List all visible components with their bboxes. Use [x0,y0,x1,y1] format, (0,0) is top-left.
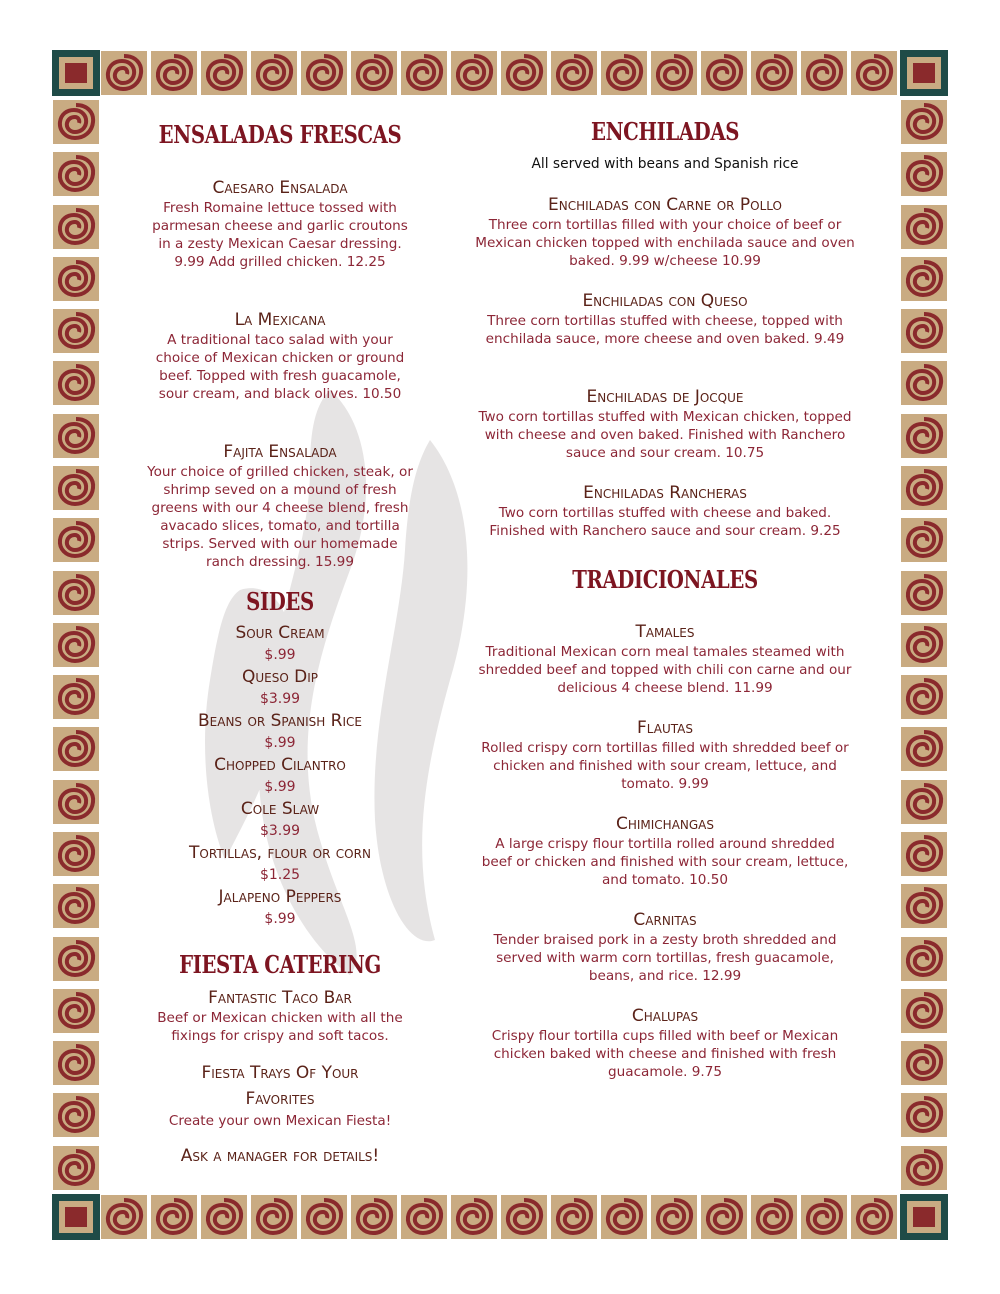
rose-tile-icon [900,1092,948,1138]
rose-tile-icon [500,1194,548,1240]
rose-tile-icon [350,50,398,96]
item-description: Crispy flour tortilla cups filled with beef or Mexican chicken baked with cheese and finished with fresh guacamole. 9.75 [491,1028,839,1080]
menu-item [465,909,865,985]
item-price: $.99 [264,911,296,927]
section-note: All served with beans and Spanish rice [531,156,799,172]
rose-tile-icon [52,1092,100,1138]
side-item [110,798,450,842]
item-name: La Mexicana [234,310,326,330]
rose-tile-icon [750,1194,798,1240]
item-name: Sour Cream [235,623,325,643]
menu-item [465,194,865,270]
item-name: Jalapeno Peppers [218,887,342,907]
side-item [110,666,450,710]
item-description: Your choice of grilled chicken, steak, or shrimp seved on a mound of fresh greens with our 4 cheese blend, fresh avacado slices, tomato, and tortilla strips. Served with our homemade ranch dressing. 15.99 [147,464,413,570]
side-item [110,842,450,886]
rose-tile-icon [150,50,198,96]
rose-tile-icon [900,99,948,145]
item-description: Tender braised pork in a zesty broth shredded and served with warm corn tortillas, fresh guacamole, beans, and rice. 12.99 [493,932,837,984]
item-description: A traditional taco salad with your choice of Mexican chicken or ground beef. Topped with fresh guacamole, sour cream, and black olives. 10.50 [155,332,405,402]
rose-tile-icon [52,151,100,197]
rose-tile-icon [900,1040,948,1086]
item-description: Create your own Mexican Fiesta! [168,1113,392,1129]
item-name: Cole Slaw [240,799,320,819]
item-name: Tamales [635,622,695,642]
rose-tile-icon [800,1194,848,1240]
item-name: Tortillas, flour or corn [189,843,371,863]
rose-tile-icon [650,50,698,96]
item-name: Fiesta Trays Of Your Favorites [201,1063,359,1109]
rose-tile-icon [900,674,948,720]
item-price: $.99 [264,735,296,751]
rose-tile-icon [52,726,100,772]
section-title: SIDES [246,587,314,616]
rose-tile-icon [52,517,100,563]
rose-tile-icon [550,50,598,96]
item-name: Fantastic Taco Bar [208,988,352,1008]
rose-tile-icon [52,360,100,406]
rose-tile-icon [700,50,748,96]
rose-tile-icon [100,50,148,96]
menu-item [110,309,450,403]
rose-tile-icon [52,779,100,825]
rose-tile-icon [200,1194,248,1240]
catering-footer: Ask a manager for details! [180,1146,380,1166]
rose-tile-icon [800,50,848,96]
rose-tile-icon [600,50,648,96]
item-description: Two corn tortillas stuffed with cheese and baked. Finished with Ranchero sauce and sour cream. 9.25 [489,505,841,539]
menu-item [465,482,865,540]
rose-tile-icon [750,50,798,96]
rose-tile-icon [900,726,948,772]
item-name: Enchiladas con Carne or Pollo [548,195,782,215]
rose-tile-icon [52,831,100,877]
item-description: Three corn tortillas stuffed with cheese, topped with enchilada sauce, more cheese and oven baked. 9.49 [485,313,845,347]
section-tradicionales [465,565,865,594]
rose-tile-icon [300,1194,348,1240]
rose-tile-icon [52,413,100,459]
rose-tile-icon [250,50,298,96]
rose-tile-icon [400,50,448,96]
item-name: Enchiladas con Queso [582,291,748,311]
item-description: Fresh Romaine lettuce tossed with parmesan cheese and garlic croutons in a zesty Mexican Caesar dressing. 9.99 Add grilled chicken. 12.25 [152,200,408,270]
menu-item [465,717,865,793]
square-corner-icon [900,1194,948,1240]
menu-content [110,105,890,1190]
rose-tile-icon [700,1194,748,1240]
rose-tile-icon [250,1194,298,1240]
section-title: TRADICIONALES [572,565,758,594]
rose-tile-icon [650,1194,698,1240]
square-corner-icon [52,1194,100,1240]
rose-tile-icon [100,1194,148,1240]
rose-tile-icon [52,988,100,1034]
section-sides [110,587,450,616]
rose-tile-icon [900,308,948,354]
menu-item [465,813,865,889]
rose-tile-icon [600,1194,648,1240]
item-price: $3.99 [259,691,301,707]
rose-tile-icon [900,570,948,616]
rose-tile-icon [900,779,948,825]
item-description: Beef or Mexican chicken with all the fixings for crispy and soft tacos. [157,1010,403,1044]
rose-tile-icon [850,50,898,96]
side-item [110,710,450,754]
rose-tile-icon [850,1194,898,1240]
item-description: Rolled crispy corn tortillas filled with shredded beef or chicken and finished with sour cream, lettuce, and tomato. 9.99 [481,740,849,792]
side-item [110,754,450,798]
rose-tile-icon [900,256,948,302]
rose-tile-icon [52,1040,100,1086]
rose-tile-icon [900,151,948,197]
section-ensaladas [110,120,450,149]
menu-item [110,441,450,571]
rose-tile-icon [52,99,100,145]
rose-tile-icon [900,360,948,406]
rose-tile-icon [900,831,948,877]
rose-tile-icon [52,308,100,354]
section-enchiladas [465,117,865,172]
item-name: Queso Dip [241,667,319,687]
item-description: A large crispy flour tortilla rolled around shredded beef or chicken and finished with sour cream, lettuce, and tomato. 10.50 [481,836,849,888]
menu-item [465,621,865,697]
rose-tile-icon [550,1194,598,1240]
item-description: Traditional Mexican corn meal tamales steamed with shredded beef and topped with chili con carne and our delicious 4 cheese blend. 11.99 [478,644,852,696]
rose-tile-icon [400,1194,448,1240]
square-corner-icon [52,50,100,96]
rose-tile-icon [900,988,948,1034]
rose-tile-icon [450,50,498,96]
rose-tile-icon [900,883,948,929]
rose-tile-icon [52,936,100,982]
rose-tile-icon [52,622,100,668]
side-item [110,886,450,930]
item-name: Beans or Spanish Rice [198,711,362,731]
rose-tile-icon [52,256,100,302]
section-title: FIESTA CATERING [179,950,381,979]
rose-tile-icon [52,465,100,511]
rose-tile-icon [52,1145,100,1191]
rose-tile-icon [52,570,100,616]
item-description: Two corn tortillas stuffed with Mexican chicken, topped with cheese and oven baked. Finished with Ranchero sauce and sour cream. 10.75 [478,409,852,461]
rose-tile-icon [52,204,100,250]
menu-item [110,177,450,271]
item-name: Chalupas [631,1006,699,1026]
rose-tile-icon [52,674,100,720]
section-title: ENCHILADAS [590,117,740,146]
rose-tile-icon [900,413,948,459]
rose-tile-icon [900,1145,948,1191]
item-price: $3.99 [259,823,301,839]
item-name: Chopped Cilantro [214,755,346,775]
menu-item [465,386,865,462]
item-name: Enchiladas Rancheras [583,483,747,503]
rose-tile-icon [300,50,348,96]
menu-item [465,290,865,348]
rose-tile-icon [350,1194,398,1240]
rose-tile-icon [900,622,948,668]
rose-tile-icon [500,50,548,96]
rose-tile-icon [900,465,948,511]
section-title: ENSALADAS FRESCAS [158,120,402,149]
rose-tile-icon [900,936,948,982]
item-price: $.99 [264,647,296,663]
item-price: $.99 [264,779,296,795]
item-name: Enchiladas de Jocque [586,387,744,407]
rose-tile-icon [900,517,948,563]
item-price: $1.25 [259,867,301,883]
item-name: Carnitas [633,910,697,930]
item-name: Fajita Ensalada [223,442,337,462]
rose-tile-icon [150,1194,198,1240]
section-catering [110,950,450,979]
menu-item [110,1060,450,1130]
side-item [110,622,450,666]
rose-tile-icon [450,1194,498,1240]
menu-item [110,987,450,1045]
square-corner-icon [900,50,948,96]
item-name: Chimichangas [615,814,715,834]
rose-tile-icon [52,883,100,929]
menu-item [465,1005,865,1081]
rose-tile-icon [900,204,948,250]
rose-tile-icon [200,50,248,96]
sides-list [110,622,450,930]
item-name: Flautas [637,718,693,738]
item-description: Three corn tortillas filled with your choice of beef or Mexican chicken topped with enchilada sauce and oven baked. 9.99 w/cheese 10.99 [475,217,855,269]
item-name: Caesaro Ensalada [212,178,348,198]
